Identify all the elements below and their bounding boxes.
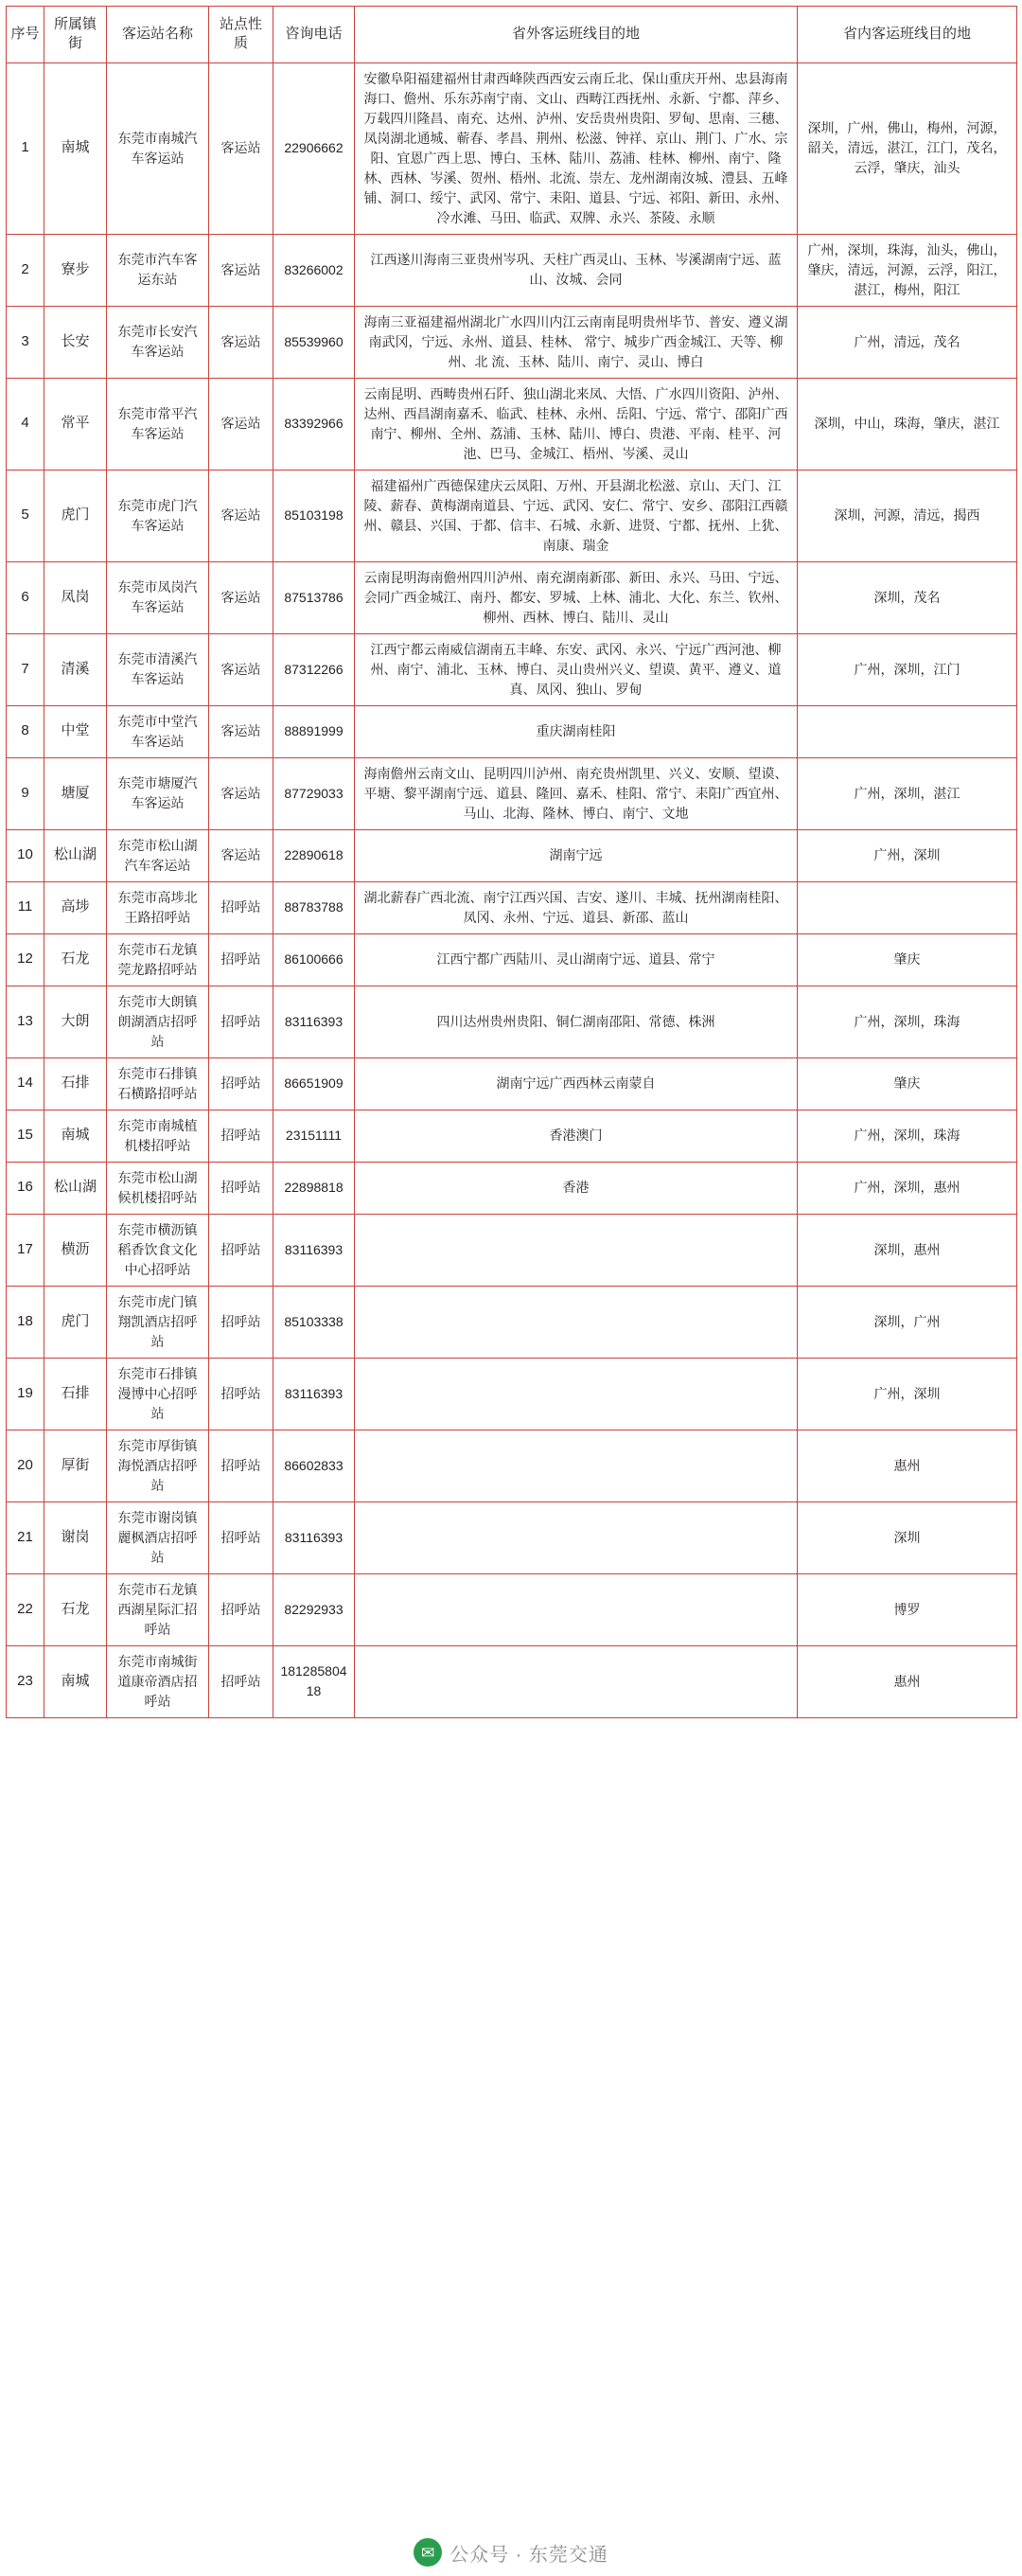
row-station-name: 东莞市虎门汽车客运站 [107, 470, 209, 561]
row-index: 16 [7, 1162, 44, 1214]
row-in-province: 广州，深圳，珠海 [798, 1110, 1017, 1162]
column-header-in-province: 省内客运班线目的地 [798, 7, 1017, 63]
row-station-type: 招呼站 [209, 1057, 273, 1110]
row-station-name: 东莞市石龙镇西湖星际汇招呼站 [107, 1573, 209, 1645]
column-header-phone: 咨询电话 [273, 7, 355, 63]
row-town: 厚街 [44, 1430, 107, 1501]
row-town: 长安 [44, 306, 107, 378]
row-town: 谢岗 [44, 1501, 107, 1573]
row-index: 21 [7, 1501, 44, 1573]
row-station-name: 东莞市长安汽车客运站 [107, 306, 209, 378]
row-station-type: 客运站 [209, 470, 273, 561]
row-phone: 88891999 [273, 705, 355, 757]
row-station-name: 东莞市南城汽车客运站 [107, 62, 209, 234]
row-town: 松山湖 [44, 1162, 107, 1214]
row-town: 南城 [44, 1645, 107, 1717]
row-town: 南城 [44, 1110, 107, 1162]
row-phone: 87729033 [273, 757, 355, 829]
row-station-name: 东莞市松山湖汽车客运站 [107, 829, 209, 881]
row-town: 石龙 [44, 1573, 107, 1645]
row-out-province [355, 1358, 798, 1430]
table-row [7, 829, 1017, 881]
table-header-row [7, 7, 1017, 63]
row-index: 17 [7, 1214, 44, 1286]
row-in-province: 广州，清远，茂名 [798, 306, 1017, 378]
row-phone: 18128580418 [273, 1645, 355, 1717]
row-index: 9 [7, 757, 44, 829]
row-out-province: 福建福州广西德保建庆云凤阳、万州、开县湖北松滋、京山、天门、江陵、薪春、黄梅湖南道县、宁远、武冈、安仁、常宁、安乡、邵阳江西赣州、赣县、兴国、于都、信丰、石城、永新、进贤、宁都、抚州、上犹、南康、瑞金 [355, 470, 798, 561]
row-station-name: 东莞市清溪汽车客运站 [107, 633, 209, 705]
row-station-name: 东莞市石排镇石横路招呼站 [107, 1057, 209, 1110]
table-row [7, 234, 1017, 306]
row-station-type: 招呼站 [209, 1162, 273, 1214]
column-header-out-province: 省外客运班线目的地 [355, 7, 798, 63]
row-out-province: 云南昆明、西畴贵州石阡、独山湖北来凤、大悟、广水四川资阳、泸州、达州、西昌湖南嘉禾、临武、桂林、永州、岳阳、宁远、常宁、邵阳广西南宁、柳州、全州、荔浦、玉林、陆川、博白、贵港、平南、桂平、河池、巴马、金城江、梧州、岑溪、灵山 [355, 378, 798, 470]
row-in-province: 博罗 [798, 1573, 1017, 1645]
row-phone: 83116393 [273, 1501, 355, 1573]
row-out-province [355, 1501, 798, 1573]
row-index: 20 [7, 1430, 44, 1501]
row-phone: 83392966 [273, 378, 355, 470]
row-station-name: 东莞市松山湖候机楼招呼站 [107, 1162, 209, 1214]
row-out-province: 安徽阜阳福建福州甘肃西峰陕西西安云南丘北、保山重庆开州、忠县海南海口、儋州、乐东苏南宁南、文山、西畴江西抚州、永新、宁都、萍乡、万载四川隆昌、南充、达州、泸州、安岳贵州贵阳、罗甸、思南、三穗、凤岗湖北通城、蕲春、孝昌、荆州、松滋、钟祥、京山、荆门、广水、宗阳、宜恩广西上思、博白、玉林、陆川、荔浦、桂林、柳州、南宁、隆林、西林、岑溪、贺州、梧州、北流、崇左、龙州湖南汝城、澧县、五峰铺、洞口、绥宁、武冈、常宁、耒阳、道县、宁远、祁阳、新田、永州、冷水滩、马田、临武、双牌、永兴、茶陵、永顺 [355, 62, 798, 234]
row-out-province: 香港 [355, 1162, 798, 1214]
table-row [7, 1501, 1017, 1573]
watermark-credit [0, 2538, 1022, 2567]
row-index: 8 [7, 705, 44, 757]
row-in-province: 深圳，茂名 [798, 561, 1017, 633]
row-town: 大朗 [44, 986, 107, 1057]
row-in-province: 深圳，惠州 [798, 1214, 1017, 1286]
row-station-type: 客运站 [209, 62, 273, 234]
row-out-province: 重庆湖南桂阳 [355, 705, 798, 757]
row-in-province: 深圳，广州，佛山，梅州，河源，韶关，清远，湛江，江门，茂名，云浮，肇庆，汕头 [798, 62, 1017, 234]
row-out-province: 江西宁都云南威信湖南五丰峰、东安、武冈、永兴、宁远广西河池、柳州、南宁、浦北、玉林、博白、灵山贵州兴义、望谟、黄平、遵义、道真、凤冈、独山、罗甸 [355, 633, 798, 705]
row-town: 石龙 [44, 933, 107, 986]
row-phone: 85103198 [273, 470, 355, 561]
table-row [7, 62, 1017, 234]
row-phone: 87513786 [273, 561, 355, 633]
row-station-name: 东莞市中堂汽车客运站 [107, 705, 209, 757]
row-out-province [355, 1214, 798, 1286]
row-station-name: 东莞市南城植机楼招呼站 [107, 1110, 209, 1162]
row-index: 19 [7, 1358, 44, 1430]
row-station-name: 东莞市汽车客运东站 [107, 234, 209, 306]
row-index: 14 [7, 1057, 44, 1110]
row-station-name: 东莞市凤岗汽车客运站 [107, 561, 209, 633]
table-row [7, 1645, 1017, 1717]
row-index: 3 [7, 306, 44, 378]
table-row [7, 1214, 1017, 1286]
table-row [7, 881, 1017, 933]
row-town: 塘厦 [44, 757, 107, 829]
row-index: 7 [7, 633, 44, 705]
row-in-province: 深圳，中山，珠海，肇庆，湛江 [798, 378, 1017, 470]
row-out-province: 江西宁都广西陆川、灵山湖南宁远、道县、常宁 [355, 933, 798, 986]
row-station-name: 东莞市常平汽车客运站 [107, 378, 209, 470]
table-row [7, 633, 1017, 705]
row-index: 2 [7, 234, 44, 306]
row-in-province: 肇庆 [798, 1057, 1017, 1110]
row-phone: 86100666 [273, 933, 355, 986]
row-phone: 22898818 [273, 1162, 355, 1214]
row-town: 松山湖 [44, 829, 107, 881]
row-out-province: 云南昆明海南儋州四川泸州、南充湖南新邵、新田、永兴、马田、宁远、会同广西金城江、南丹、都安、罗城、上林、浦北、大化、东兰、钦州、柳州、西林、博白、陆川、灵山 [355, 561, 798, 633]
row-phone: 83116393 [273, 1358, 355, 1430]
table-row [7, 1286, 1017, 1358]
row-station-type: 客运站 [209, 234, 273, 306]
table-header [7, 7, 1017, 63]
column-header-index: 序号 [7, 7, 44, 63]
row-town: 石排 [44, 1057, 107, 1110]
row-station-type: 招呼站 [209, 1501, 273, 1573]
row-in-province: 惠州 [798, 1430, 1017, 1501]
row-station-type: 招呼站 [209, 1110, 273, 1162]
table-row [7, 986, 1017, 1057]
row-phone: 86651909 [273, 1057, 355, 1110]
row-town: 中堂 [44, 705, 107, 757]
row-phone: 86602833 [273, 1430, 355, 1501]
row-phone: 23151111 [273, 1110, 355, 1162]
row-station-type: 招呼站 [209, 1645, 273, 1717]
row-station-type: 招呼站 [209, 1573, 273, 1645]
column-header-town: 所属镇街 [44, 7, 107, 63]
row-in-province: 广州，深圳，珠海，汕头，佛山，肇庆，清远，河源，云浮，阳江，湛江，梅州，阳江 [798, 234, 1017, 306]
table-row [7, 1057, 1017, 1110]
row-station-type: 招呼站 [209, 1214, 273, 1286]
row-station-name: 东莞市石排镇漫博中心招呼站 [107, 1358, 209, 1430]
row-station-name: 东莞市高埗北王路招呼站 [107, 881, 209, 933]
row-station-name: 东莞市塘厦汽车客运站 [107, 757, 209, 829]
table-row [7, 757, 1017, 829]
row-station-name: 东莞市横沥镇稻香饮食文化中心招呼站 [107, 1214, 209, 1286]
table-row [7, 1358, 1017, 1430]
column-header-station-name: 客运站名称 [107, 7, 209, 63]
row-index: 18 [7, 1286, 44, 1358]
row-station-type: 客运站 [209, 829, 273, 881]
row-in-province [798, 705, 1017, 757]
row-in-province: 广州，深圳，江门 [798, 633, 1017, 705]
table-row [7, 1573, 1017, 1645]
row-station-type: 招呼站 [209, 1286, 273, 1358]
row-in-province: 广州，深圳 [798, 1358, 1017, 1430]
row-town: 凤岗 [44, 561, 107, 633]
row-town: 清溪 [44, 633, 107, 705]
row-station-type: 招呼站 [209, 1430, 273, 1501]
row-index: 13 [7, 986, 44, 1057]
row-station-type: 客运站 [209, 705, 273, 757]
row-station-type: 招呼站 [209, 986, 273, 1057]
row-phone: 83116393 [273, 986, 355, 1057]
row-town: 高埗 [44, 881, 107, 933]
row-index: 1 [7, 62, 44, 234]
row-town: 寮步 [44, 234, 107, 306]
row-station-name: 东莞市大朗镇朗湖酒店招呼站 [107, 986, 209, 1057]
row-station-type: 客运站 [209, 757, 273, 829]
row-index: 6 [7, 561, 44, 633]
row-phone: 22906662 [273, 62, 355, 234]
row-phone: 85539960 [273, 306, 355, 378]
row-out-province [355, 1286, 798, 1358]
row-phone: 83116393 [273, 1214, 355, 1286]
column-header-station-type: 站点性质 [209, 7, 273, 63]
table-body [7, 62, 1017, 1717]
row-station-name: 东莞市厚街镇海悦酒店招呼站 [107, 1430, 209, 1501]
row-phone: 87312266 [273, 633, 355, 705]
row-out-province: 湖南宁远 [355, 829, 798, 881]
row-in-province: 广州，深圳，珠海 [798, 986, 1017, 1057]
row-in-province [798, 881, 1017, 933]
table-row [7, 561, 1017, 633]
row-out-province: 海南三亚福建福州湖北广水四川内江云南南昆明贵州毕节、普安、遵义湖南武冈，宁远、永州、道县、桂林、 常宁、城步广西金城江、天等、柳州、北 流、玉林、陆川、南宁、灵山、博白 [355, 306, 798, 378]
row-index: 12 [7, 933, 44, 986]
row-in-province: 广州，深圳，惠州 [798, 1162, 1017, 1214]
row-phone: 83266002 [273, 234, 355, 306]
row-station-type: 客运站 [209, 561, 273, 633]
row-out-province: 四川达州贵州贵阳、铜仁湖南邵阳、常德、株洲 [355, 986, 798, 1057]
row-index: 15 [7, 1110, 44, 1162]
table-row [7, 470, 1017, 561]
row-in-province: 深圳，广州 [798, 1286, 1017, 1358]
row-station-name: 东莞市谢岗镇麗枫酒店招呼站 [107, 1501, 209, 1573]
row-station-type: 招呼站 [209, 881, 273, 933]
row-phone: 88783788 [273, 881, 355, 933]
row-station-type: 招呼站 [209, 933, 273, 986]
row-index: 5 [7, 470, 44, 561]
table-row [7, 1430, 1017, 1501]
row-out-province [355, 1645, 798, 1717]
row-town: 常平 [44, 378, 107, 470]
table-row [7, 306, 1017, 378]
row-station-name: 东莞市石龙镇莞龙路招呼站 [107, 933, 209, 986]
watermark-text: 公众号 · 东莞交通 [449, 2544, 608, 2566]
row-in-province: 广州，深圳 [798, 829, 1017, 881]
row-in-province: 深圳 [798, 1501, 1017, 1573]
row-out-province: 海南儋州云南文山、昆明四川泸州、南充贵州凯里、兴义、安顺、望谟、平塘、黎平湖南宁远、道县、隆回、嘉禾、桂阳、常宁、耒阳广西宜州、马山、北海、隆林、博白、南宁、文地 [355, 757, 798, 829]
row-index: 10 [7, 829, 44, 881]
row-town: 南城 [44, 62, 107, 234]
row-out-province: 江西遂川海南三亚贵州岑巩、天柱广西灵山、玉林、岑溪湖南宁远、蓝山、汝城、会同 [355, 234, 798, 306]
table-row [7, 1162, 1017, 1214]
row-in-province: 肇庆 [798, 933, 1017, 986]
row-station-type: 客运站 [209, 378, 273, 470]
table-row [7, 378, 1017, 470]
row-in-province: 深圳，河源，清远，揭西 [798, 470, 1017, 561]
row-station-name: 东莞市南城街道康帝酒店招呼站 [107, 1645, 209, 1717]
row-out-province: 香港澳门 [355, 1110, 798, 1162]
row-station-type: 客运站 [209, 306, 273, 378]
row-station-name: 东莞市虎门镇翔凯酒店招呼站 [107, 1286, 209, 1358]
row-phone: 82292933 [273, 1573, 355, 1645]
row-phone: 22890618 [273, 829, 355, 881]
row-town: 横沥 [44, 1214, 107, 1286]
row-phone: 85103338 [273, 1286, 355, 1358]
row-index: 22 [7, 1573, 44, 1645]
wechat-icon: ✉ [414, 2538, 442, 2567]
table-row [7, 933, 1017, 986]
row-index: 11 [7, 881, 44, 933]
row-town: 虎门 [44, 1286, 107, 1358]
table-row [7, 705, 1017, 757]
bus-station-table [6, 6, 1017, 1718]
row-index: 23 [7, 1645, 44, 1717]
row-station-type: 招呼站 [209, 1358, 273, 1430]
row-out-province: 湖北薪春广西北流、南宁江西兴国、吉安、遂川、丰城、抚州湖南桂阳、凤冈、永州、宁远、道县、新邵、蓝山 [355, 881, 798, 933]
table-row [7, 1110, 1017, 1162]
row-out-province [355, 1573, 798, 1645]
row-out-province [355, 1430, 798, 1501]
row-index: 4 [7, 378, 44, 470]
row-town: 虎门 [44, 470, 107, 561]
row-station-type: 客运站 [209, 633, 273, 705]
row-out-province: 湖南宁远广西西林云南蒙自 [355, 1057, 798, 1110]
row-in-province: 惠州 [798, 1645, 1017, 1717]
row-town: 石排 [44, 1358, 107, 1430]
row-in-province: 广州，深圳，湛江 [798, 757, 1017, 829]
